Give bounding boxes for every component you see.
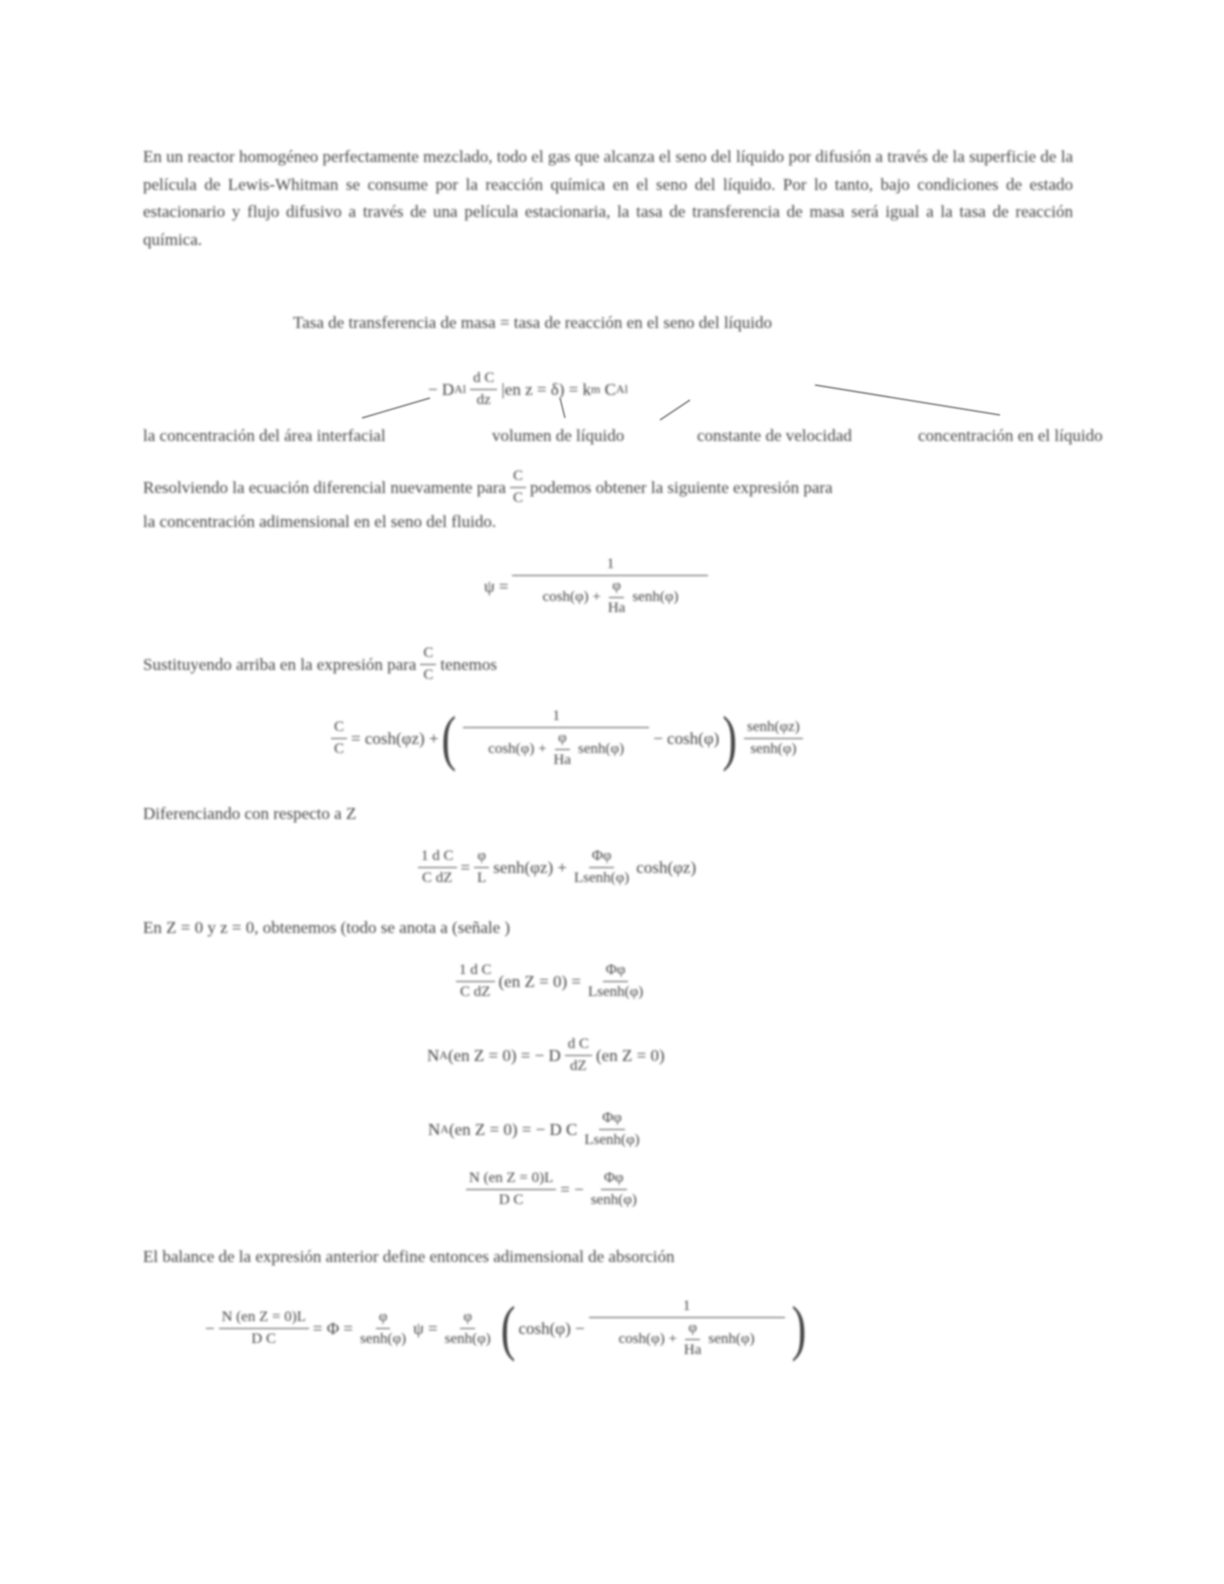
intro-paragraph: En un reactor homogéneo perfectamente mezclado, todo el gas que alcanza el seno del líquido por difusión a través de la superficie de la película de Lewis-Whitman se consume por la reacción química en el seno del líquido. Por lo tanto, bajo condiciones de estado estacionario y flujo difusivo a través de una película estacionaria, la tasa de transferencia de masa será igual a la tasa de reacción química. [143, 147, 1073, 249]
equation-6: N A (en Z = 0) = − D $\frac{\text{d C}}{dZ}$ (en Z = 0) [427, 1036, 665, 1074]
equation-5: $\frac{\text{1 d C}}{\text{C dZ}}$ (en Z = 0) = $\frac{\Phi\varphi}{\text{Lsenh(φ)}}$ [452, 962, 650, 1001]
equation-1: − D Al $\frac{\text{d C}}{dz}$ |en z = δ) = k m C Al [428, 370, 628, 408]
left-paren-eq9: ( [500, 1293, 516, 1363]
right-paren: ) [722, 703, 737, 773]
equation-7: N A (en Z = 0) = − D C $\frac{\Phi\varphi}{\text{Lsenh(φ)}}$ [428, 1110, 640, 1148]
eq-intro-text: Tasa de transferencia de masa = tasa de reacción en el seno del líquido [293, 313, 772, 332]
annotation-liquid-concentration: concentración en el líquido [918, 426, 1103, 445]
equation-3: $\frac{C}{C}$ = cosh(φz) + ( 1 cosh(φ) + $\frac{\varphi}{Ha}$ senh(φ) − cosh(φ) ) $\frac{\text{senh(φz)}}{\text{senh(φ)}}$ [327, 708, 807, 769]
equation-4: $\frac{\text{1 d C}}{\text{C dZ}}$ = $\frac{\varphi}{L}$ senh(φz) + $\frac{\Phi\varphi}{\text{Lsenh(φ)}}$ cosh(φz) [414, 848, 696, 887]
annotation-line-3 [660, 400, 690, 420]
right-paren-eq9: ) [791, 1293, 807, 1363]
text-concentration: la concentración adimensional en el seno del fluido. [143, 512, 497, 531]
equation-2: ψ = 1 cosh(φ) + $\frac{\varphi}{Ha}$ senh(φ) [484, 556, 712, 617]
text-differentiate: Diferenciando con respecto a Z [143, 804, 357, 823]
text-substituting: Sustituyendo arriba en la expresión para $\frac{C}{C}$ tenemos [143, 645, 497, 683]
equation-9: − $\frac{\text{N (en Z = 0)L}}{\text{D C}}$ = Φ = $\frac{\varphi}{\text{senh(φ)}}$ ψ = $\frac{\varphi}{\text{senh(φ)}}$ ( cosh(φ) − 1 cosh(φ) + $\frac{\varphi}{Ha}$ senh(φ) ) [205, 1293, 807, 1363]
text-resolve: Resolviendo la ecuación diferencial nuevamente para $\frac{C}{C}$ podemos obtener la siguiente expresión para [143, 468, 833, 506]
annotation-rate-constant: constante de velocidad [697, 426, 852, 445]
equation-8: $\frac{\text{N (en Z = 0)L}}{\text{D C}}$ = − $\frac{\Phi\varphi}{\text{senh(φ)}}$ [462, 1170, 644, 1209]
annotation-volume: volumen de líquido [492, 426, 625, 445]
text-evaluate: En Z = 0 y z = 0, obtenemos (todo se anota a (señale ) [143, 918, 511, 937]
annotation-line-4 [815, 385, 1000, 415]
annotation-line-2 [560, 398, 565, 418]
annotation-interfacial: la concentración del área interfacial [143, 426, 386, 445]
left-paren: ( [441, 703, 457, 773]
annotation-line-1 [362, 398, 430, 418]
text-balance: El balance de la expresión anterior define entonces adimensional de absorción [143, 1247, 675, 1266]
